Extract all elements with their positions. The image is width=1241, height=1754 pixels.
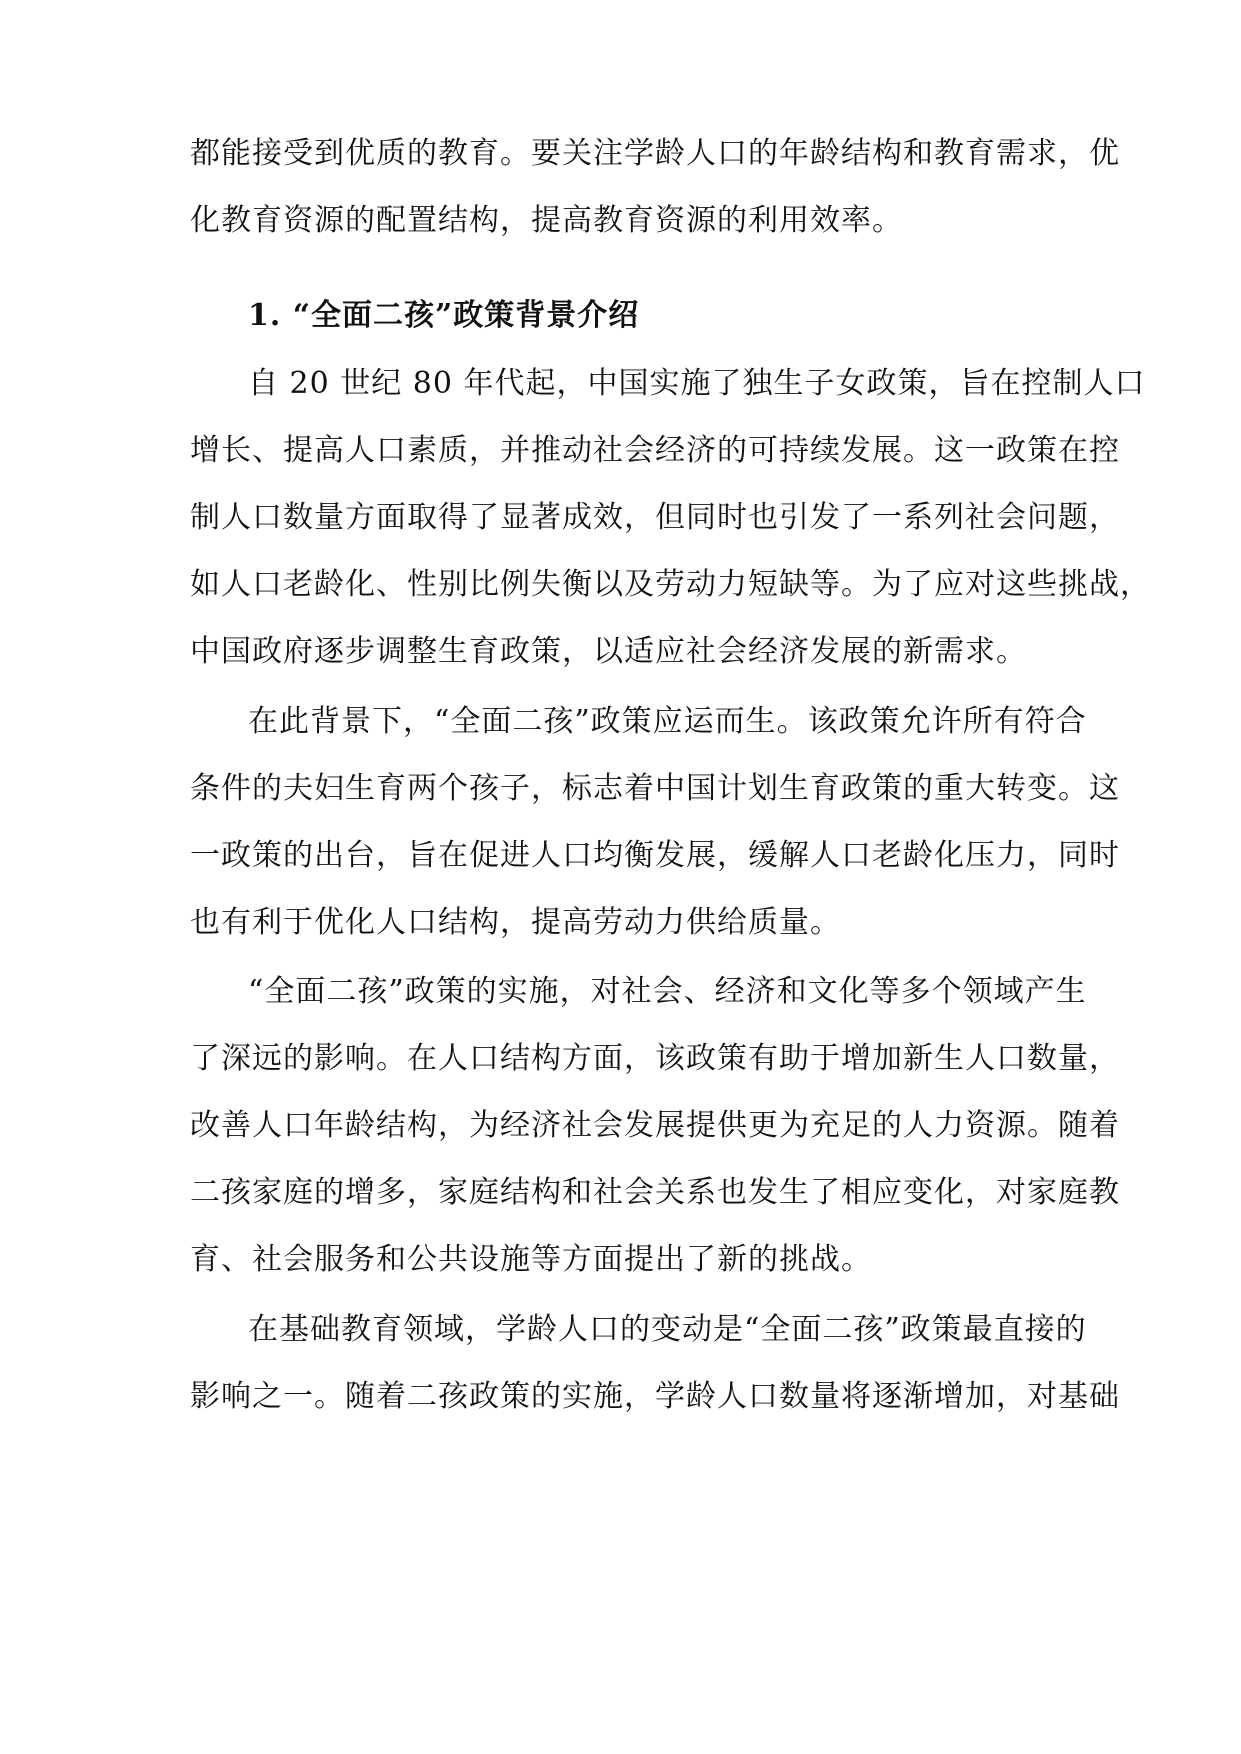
paragraph-line: 制人口数量方面取得了显著成效，但同时也引发了一系列社会问题，	[190, 500, 1120, 535]
paragraph-line: “全面二孩”政策的实施，对社会、经济和文化等多个领域产生	[248, 974, 1087, 1009]
paragraph-line: 改善人口年龄结构，为经济社会发展提供更为充足的人力资源。随着	[190, 1108, 1120, 1143]
paragraph-line: 在此背景下，“全面二孩”政策应运而生。该政策允许所有符合	[248, 704, 1087, 739]
paragraph-line: 一政策的出台，旨在促进人口均衡发展，缓解人口老龄化压力，同时	[190, 838, 1120, 873]
paragraph-line: 二孩家庭的增多，家庭结构和社会关系也发生了相应变化，对家庭教	[190, 1175, 1120, 1210]
paragraph-line: 育、社会服务和公共设施等方面提出了新的挑战。	[190, 1242, 872, 1277]
section-heading: 1. “全面二孩”政策背景介绍	[248, 298, 640, 333]
paragraph-line: 增长、提高人口素质，并推动社会经济的可持续发展。这一政策在控	[190, 433, 1120, 468]
paragraph-line: 在基础教育领域，学龄人口的变动是“全面二孩”政策最直接的	[248, 1312, 1087, 1347]
paragraph-line: 中国政府逐步调整生育政策，以适应社会经济发展的新需求。	[190, 634, 1027, 669]
paragraph-line: 如人口老龄化、性别比例失衡以及劳动力短缺等。为了应对这些挑战，	[190, 567, 1151, 602]
paragraph-line: 也有利于优化人口结构，提高劳动力供给质量。	[190, 905, 841, 940]
intro-line: 化教育资源的配置结构，提高教育资源的利用效率。	[190, 203, 903, 238]
paragraph-line: 自 20 世纪 80 年代起，中国实施了独生子女政策，旨在控制人口	[248, 366, 1146, 401]
intro-line: 都能接受到优质的教育。要关注学龄人口的年龄结构和教育需求，优	[190, 136, 1120, 171]
paragraph-line: 了深远的影响。在人口结构方面，该政策有助于增加新生人口数量，	[190, 1041, 1120, 1076]
paragraph-line: 影响之一。随着二孩政策的实施，学龄人口数量将逐渐增加，对基础	[190, 1379, 1120, 1414]
paragraph-line: 条件的夫妇生育两个孩子，标志着中国计划生育政策的重大转变。这	[190, 771, 1120, 806]
